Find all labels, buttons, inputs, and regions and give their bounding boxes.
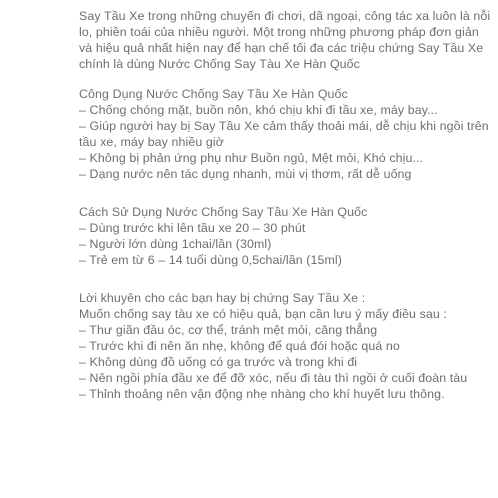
document-body <box>79 8 491 402</box>
intro-paragraph: Say Tầu Xe trong những chuyến đi chơi, dã ngoại, công tác xa luôn là nỗi lo, phiền toái của nhiều người. Một trong những phương pháp đơn giản và hiệu quả nhất hiện nay để hạn chế tối đa các triệu chứng Say Tầu Xe chính là dùng Nước Chống Say Tàu Xe Hàn Quốc <box>79 9 491 71</box>
advice-item: – Trước khi đi nên ăn nhẹ, không để quá đói hoặc quá no <box>79 339 400 353</box>
advice-title: Lời khuyên cho các bạn hay bị chứng Say Tầu Xe : <box>79 291 366 305</box>
uses-item: – Không bị phản ứng phụ như Buồn ngủ, Mệt mỏi, Khó chịu... <box>79 151 424 165</box>
advice-item: – Không dùng đồ uống có ga trước và trong khi đi <box>79 355 358 369</box>
spacer <box>79 72 491 86</box>
usage-title: Cách Sử Dụng Nước Chống Say Tầu Xe Hàn Quốc <box>79 205 368 219</box>
uses-item: – Dạng nước nên tác dụng nhanh, mùi vị thơm, rất dễ uống <box>79 167 412 181</box>
usage-item: – Người lớn dùng 1chai/lần (30ml) <box>79 237 272 251</box>
advice-item: – Thư giãn đầu óc, cơ thể, tránh mệt mỏi, căng thẳng <box>79 323 378 337</box>
advice-item: – Nên ngồi phía đầu xe để đỡ xóc, nếu đi tàu thì ngồi ở cuối đoàn tàu <box>79 371 468 385</box>
usage-item: – Trẻ em từ 6 – 14 tuổi dùng 0,5chai/lần (15ml) <box>79 253 343 267</box>
spacer <box>79 182 491 204</box>
uses-item: – Chống chóng mặt, buồn nôn, khó chịu khi đi tầu xe, máy bay... <box>79 103 438 117</box>
usage-item: – Dùng trước khi lên tầu xe 20 – 30 phút <box>79 221 306 235</box>
spacer <box>79 268 491 290</box>
uses-title: Công Dụng Nước Chống Say Tầu Xe Hàn Quốc <box>79 87 348 101</box>
advice-subtitle: Muốn chống say tàu xe có hiệu quả, bạn cần lưu ý mấy điều sau : <box>79 307 447 321</box>
advice-item: – Thỉnh thoảng nên vận động nhẹ nhàng cho khí huyết lưu thông. <box>79 387 445 401</box>
uses-item: – Giúp người hay bị Say Tầu Xe cảm thấy thoải mái, dễ chịu khi ngồi trên tầu xe, máy bay nhiều giờ <box>79 119 489 149</box>
